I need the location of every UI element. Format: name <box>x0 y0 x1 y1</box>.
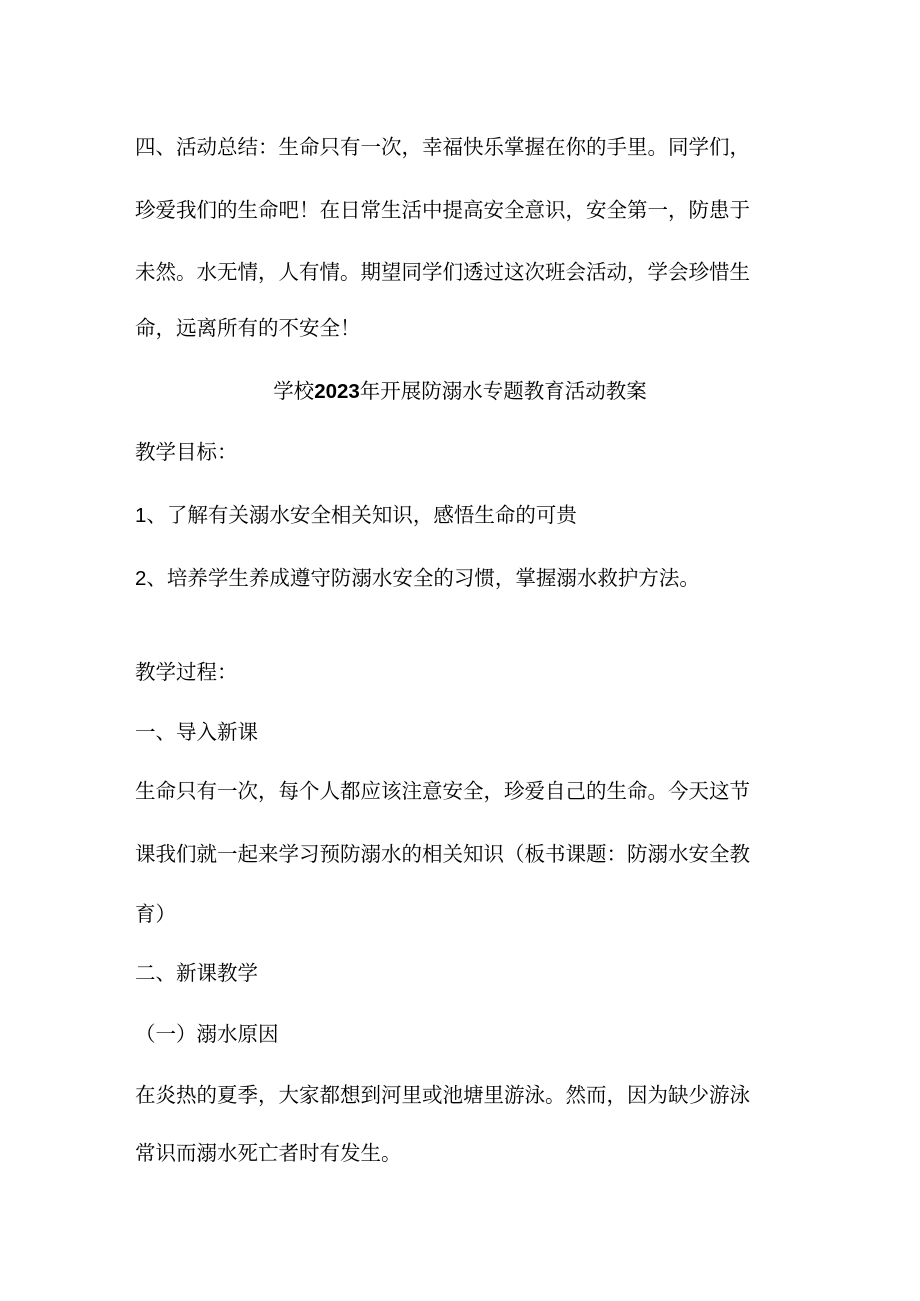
title-prefix: 学校 <box>273 379 315 403</box>
objectives-heading: 教学目标： <box>135 440 238 464</box>
summary-line: 四、活动总结：生命只有一次，幸福快乐掌握在你的手里。同学们， <box>135 135 750 159</box>
body-line: 育） <box>135 902 176 926</box>
objective-item <box>135 564 700 593</box>
subsection-heading: （一）溺水原因 <box>135 1022 279 1046</box>
objective-text: 、培养学生养成遵守防溺水安全的习惯，掌握溺水救护方法。 <box>146 566 700 590</box>
body-line: 生命只有一次，每个人都应该注意安全，珍爱自己的生命。今天这节 <box>135 779 750 803</box>
body-line: 课我们就一起来学习预防溺水的相关知识（板书课题：防溺水安全教 <box>135 842 750 866</box>
body-line: 常识而溺水死亡者时有发生。 <box>135 1141 402 1165</box>
section-heading: 一、导入新课 <box>135 720 258 744</box>
summary-line: 命，远离所有的不安全！ <box>135 316 361 340</box>
section-heading: 二、新课教学 <box>135 961 258 985</box>
summary-line: 未然。水无情，人有情。期望同学们透过这次班会活动，学会珍惜生 <box>135 260 750 284</box>
title-suffix: 年开展防溺水专题教育活动教案 <box>359 379 647 403</box>
objective-number: 2 <box>135 567 147 590</box>
summary-line: 珍爱我们的生命吧！在日常生活中提高安全意识，安全第一，防患于 <box>135 198 750 222</box>
objective-number: 1 <box>135 504 147 527</box>
title-year: 2023 <box>314 380 360 403</box>
objective-item <box>135 501 577 530</box>
body-line: 在炎热的夏季，大家都想到河里或池塘里游泳。然而，因为缺少游泳 <box>135 1083 750 1107</box>
process-heading: 教学过程： <box>135 660 238 684</box>
objective-text: 、了解有关溺水安全相关知识，感悟生命的可贵 <box>146 503 577 527</box>
document-title <box>0 377 920 406</box>
